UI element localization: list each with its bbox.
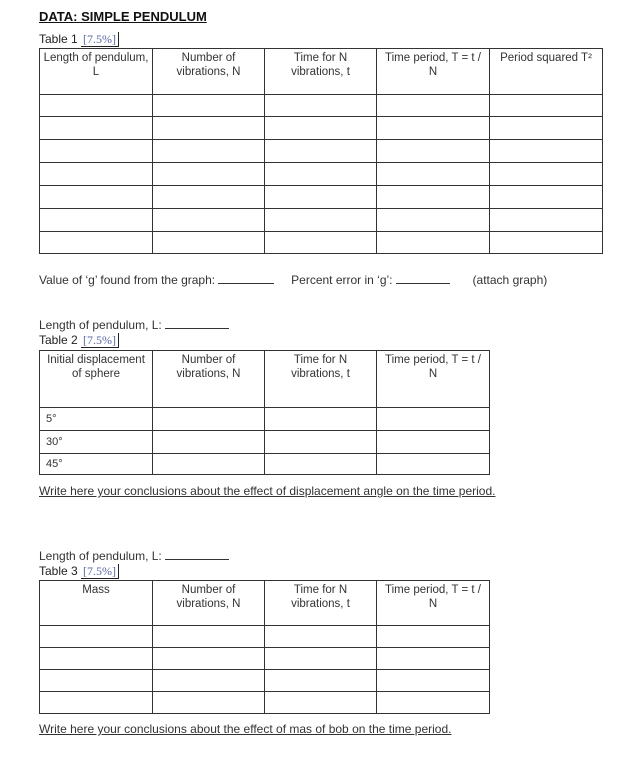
table-cell[interactable] (265, 408, 377, 431)
table-cell[interactable] (377, 232, 490, 254)
table2-name: Table 2 (39, 333, 78, 347)
table1-header-period-squared: Period squared T² (490, 49, 603, 95)
table-cell[interactable] (40, 140, 153, 163)
table1-header-time: Time for N vibrations, t (265, 49, 377, 95)
table-row (40, 163, 603, 186)
table-cell[interactable] (377, 626, 490, 648)
table-cell[interactable] (377, 117, 490, 140)
table2-length-line (39, 318, 229, 332)
table2-conclusion[interactable]: Write here your conclusions about the effect of displacement angle on the time period. (39, 484, 496, 498)
table2-header-displacement: Initial displacement of sphere (40, 351, 153, 408)
table-row (40, 117, 603, 140)
table-row (40, 431, 490, 454)
table2-weight: [7.5%] (81, 333, 119, 348)
table-cell[interactable] (153, 692, 265, 714)
table2-header-row (40, 351, 490, 408)
table-cell[interactable] (377, 670, 490, 692)
table-row (40, 232, 603, 254)
table-cell[interactable] (40, 232, 153, 254)
table-cell[interactable] (153, 454, 265, 475)
table-cell[interactable] (377, 140, 490, 163)
table-cell[interactable] (153, 670, 265, 692)
g-error-blank[interactable] (396, 282, 450, 284)
table-row (40, 454, 490, 475)
table2-header-vibrations: Number of vibrations, N (153, 351, 265, 408)
table1-label (39, 32, 119, 47)
table-cell[interactable] (377, 454, 490, 475)
g-value-blank[interactable] (218, 282, 274, 284)
table-cell[interactable] (265, 626, 377, 648)
table-cell[interactable] (40, 626, 153, 648)
table-row (40, 648, 490, 670)
table-cell[interactable] (153, 140, 265, 163)
table-cell[interactable] (40, 670, 153, 692)
table1-header-row (40, 49, 603, 95)
table3-header-period: Time period, T = t / N (377, 581, 490, 626)
table2-header-time: Time for N vibrations, t (265, 351, 377, 408)
table1 (39, 48, 603, 254)
table-cell[interactable] (153, 648, 265, 670)
table-row (40, 692, 490, 714)
table-cell[interactable] (490, 117, 603, 140)
table-row (40, 95, 603, 117)
table-cell[interactable] (40, 95, 153, 117)
table3 (39, 580, 490, 714)
table-cell[interactable] (153, 408, 265, 431)
table1-name: Table 1 (39, 32, 78, 46)
table-cell[interactable] (153, 117, 265, 140)
table3-header-mass: Mass (40, 581, 153, 626)
table-cell[interactable] (153, 186, 265, 209)
table1-weight: [7.5%] (81, 32, 119, 47)
attach-graph-note: (attach graph) (472, 273, 548, 287)
table1-header-vibrations: Number of vibrations, N (153, 49, 265, 95)
table-cell[interactable] (377, 186, 490, 209)
table-cell[interactable] (265, 209, 377, 232)
table2-length-blank[interactable] (165, 327, 229, 329)
table3-name: Table 3 (39, 564, 78, 578)
table-cell[interactable] (265, 431, 377, 454)
g-value-label: Value of ‘g’ found from the graph: (39, 273, 216, 287)
table-cell[interactable] (265, 140, 377, 163)
table-cell[interactable] (490, 95, 603, 117)
table-cell[interactable] (377, 95, 490, 117)
table-cell[interactable] (40, 648, 153, 670)
table3-header-time: Time for N vibrations, t (265, 581, 377, 626)
table-cell[interactable] (377, 209, 490, 232)
table-cell[interactable] (153, 431, 265, 454)
table-row (40, 670, 490, 692)
table3-length-blank[interactable] (165, 558, 229, 560)
table-cell[interactable] (153, 163, 265, 186)
table-cell[interactable] (265, 692, 377, 714)
table-cell[interactable] (153, 209, 265, 232)
table3-conclusion[interactable]: Write here your conclusions about the effect of mas of bob on the time period. (39, 722, 452, 736)
page-title: DATA: SIMPLE PENDULUM (39, 9, 207, 24)
table-cell[interactable] (490, 186, 603, 209)
table-cell[interactable] (377, 431, 490, 454)
table-cell[interactable] (490, 140, 603, 163)
table-cell[interactable] (490, 209, 603, 232)
table-cell[interactable] (153, 626, 265, 648)
table2-label (39, 333, 119, 348)
table-row (40, 408, 490, 431)
table2-row-label: 5° (40, 408, 153, 431)
table2-row-label: 30° (40, 431, 153, 454)
table-cell[interactable] (377, 692, 490, 714)
table-cell[interactable] (40, 163, 153, 186)
table1-header-period: Time period, T = t / N (377, 49, 490, 95)
table-cell[interactable] (153, 232, 265, 254)
table-cell[interactable] (377, 163, 490, 186)
table-cell[interactable] (490, 163, 603, 186)
table-cell[interactable] (265, 670, 377, 692)
table2 (39, 350, 490, 475)
table-cell[interactable] (377, 648, 490, 670)
table-cell[interactable] (265, 95, 377, 117)
table-cell[interactable] (265, 232, 377, 254)
table-row (40, 626, 490, 648)
table-cell[interactable] (40, 692, 153, 714)
table3-header-row (40, 581, 490, 626)
table2-row-label: 45° (40, 454, 153, 475)
table3-header-vibrations: Number of vibrations, N (153, 581, 265, 626)
table3-length-label: Length of pendulum, L: (39, 549, 162, 563)
table-row (40, 186, 603, 209)
table-cell[interactable] (40, 117, 153, 140)
g-error-label: Percent error in ‘g’: (291, 273, 393, 287)
table-cell[interactable] (265, 163, 377, 186)
table3-length-line (39, 549, 229, 563)
table-cell[interactable] (265, 648, 377, 670)
table-cell[interactable] (40, 186, 153, 209)
table-cell[interactable] (490, 232, 603, 254)
table-row (40, 140, 603, 163)
table2-length-label: Length of pendulum, L: (39, 318, 162, 332)
table-cell[interactable] (265, 186, 377, 209)
g-value-line (39, 273, 602, 287)
table-cell[interactable] (265, 454, 377, 475)
table-cell[interactable] (153, 95, 265, 117)
table2-header-period: Time period, T = t / N (377, 351, 490, 408)
table-cell[interactable] (265, 117, 377, 140)
table1-header-length: Length of pendulum, L (40, 49, 153, 95)
table3-weight: [7.5%] (81, 564, 119, 579)
table-row (40, 209, 603, 232)
table-cell[interactable] (377, 408, 490, 431)
table-cell[interactable] (40, 209, 153, 232)
table3-label (39, 564, 119, 579)
